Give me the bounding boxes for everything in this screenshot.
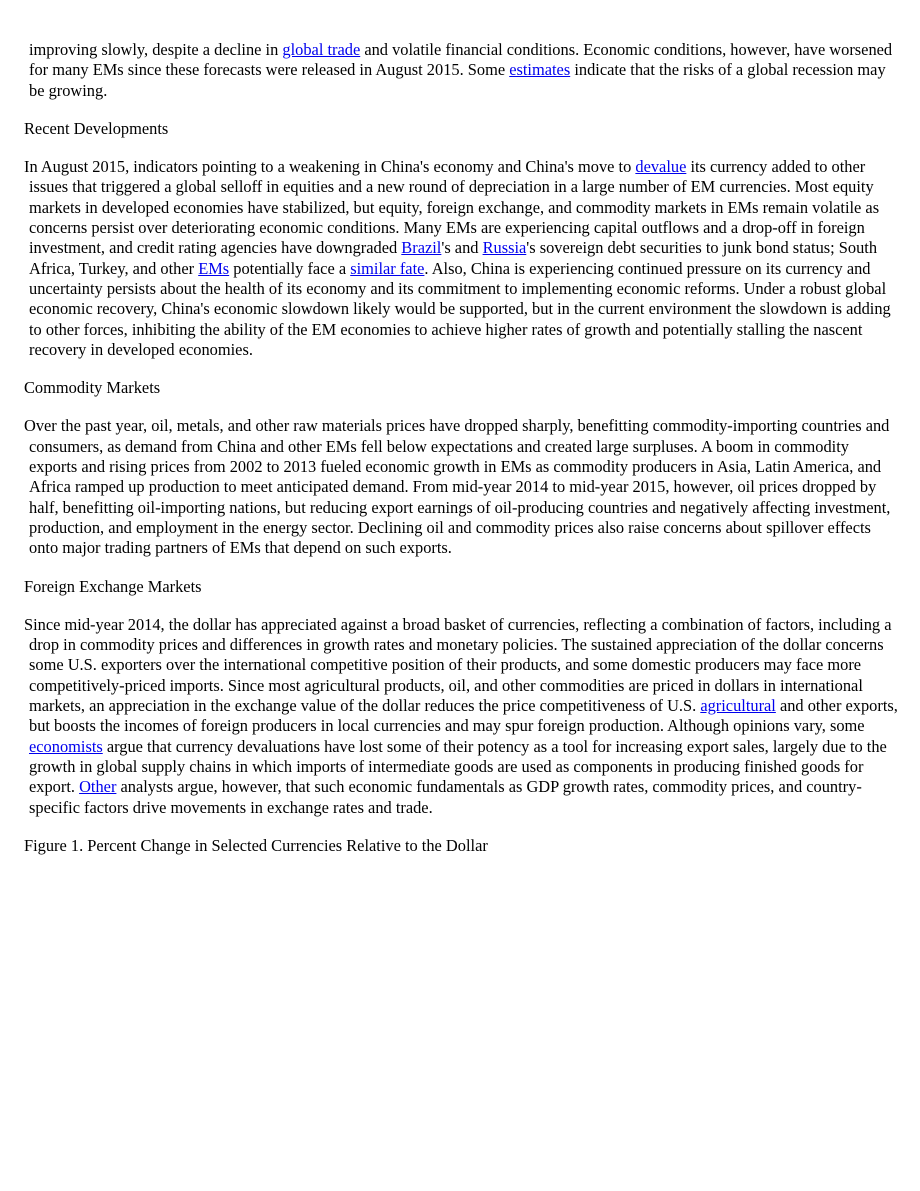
intro-text-2: and volatile financial conditions. Economic conditions, however, have worsened for many EMs since these forecasts were released in August 2015. Some [29,40,893,80]
recent-developments-paragraph [24,157,898,360]
similar-fate-link[interactable]: similar fate [350,258,425,278]
commodity-markets-heading: Commodity Markets [24,378,161,398]
estimates-link[interactable]: estimates [509,60,571,80]
fx-text-4: analysts argue, however, that such economic fundamentals as GDP growth rates, commodity prices, and country-specific factors drive movements in exchange rates and trade. [29,777,862,817]
intro-text-1: improving slowly, despite a decline in [29,40,283,59]
ems-link[interactable]: EMs [198,258,230,278]
brazil-link[interactable]: Brazil [401,238,442,258]
devalue-link[interactable]: devalue [635,157,687,177]
recent-text-6: . Also, China is experiencing continued pressure on its currency and uncertainty persists about the health of its economy and its commitment to implementing economic reforms. Under a robust global economic recovery, China's economic slowdown likely would be supported, but in the current environment the slowdown is adding to other forces, inhibiting the ability of the EM economies to achieve higher rates of growth and potentially stalling the nascent recovery in developed economies. [29,258,891,359]
recent-developments-heading: Recent Developments [24,118,169,138]
global-trade-link[interactable]: global trade [282,40,361,59]
document-body [24,40,898,856]
foreign-exchange-paragraph [24,615,898,818]
fx-text-3: argue that currency devaluations have lost some of their potency as a tool for increasing export sales, largely due to the growth in global supply chains in which imports of intermediate goods are used as components in producing finished goods for export. [29,736,887,797]
intro-text-3: indicate that the risks of a global recession may be growing. [29,60,886,100]
intro-paragraph [24,40,898,101]
recent-text-3: 's and [441,238,483,258]
fx-text-1: Since mid-year 2014, the dollar has appreciated against a broad basket of currencies, reflecting a combination of factors, including a drop in commodity prices and differences in growth rates and monetary policies. The sustained appreciation of the dollar concerns some U.S. exporters over the international competitive position of their products, and some domestic producers may face more competitively-priced imports. Since most agricultural products, oil, and other commodities are priced in dollars in international markets, an appreciation in the exchange value of the dollar reduces the price competitiveness of U.S. [24,614,892,716]
other-link[interactable]: Other [79,777,117,797]
recent-text-4: 's sovereign debt securities to junk bond status; South Africa, Turkey, and other [29,238,878,278]
recent-text-5: potentially face a [229,258,351,278]
figure-caption: Figure 1. Percent Change in Selected Currencies Relative to the Dollar [24,835,488,855]
agricultural-link[interactable]: agricultural [700,696,776,716]
foreign-exchange-heading: Foreign Exchange Markets [24,576,202,596]
recent-text-2: its currency added to other issues that triggered a global selloff in equities and a new round of depreciation in a large number of EM currencies. Most equity markets in developed economies have stabilized, but equity, foreign exchange, and commodity markets in EMs remain volatile as concerns persist over deteriorating economic conditions. Many EMs are experiencing capital outflows and a drop-off in foreign investment, and credit rating agencies have downgraded [29,157,880,258]
recent-text-1: In August 2015, indicators pointing to a weakening in China's economy and China's move to [24,157,636,177]
russia-link[interactable]: Russia [482,238,527,258]
commodity-markets-paragraph: Over the past year, oil, metals, and other raw materials prices have dropped sharply, benefitting commodity-importing countries and consumers, as demand from China and other EMs fell below expectations and created large surpluses. A boom in commodity exports and rising prices from 2002 to 2013 fueled economic growth in EMs as commodity producers in Asia, Latin America, and Africa ramped up production to meet anticipated demand. From mid-year 2014 to mid-year 2015, however, oil prices dropped by half, benefitting oil-importing nations, but reducing export earnings of oil-producing countries and negatively affecting investment, production, and employment in the energy sector. Declining oil and commodity prices also raise concerns about spillover effects onto major trading partners of EMs that depend on such exports. [24,416,891,558]
fx-text-2: and other exports, but boosts the incomes of foreign producers in local currencies and may spur foreign production. Although opinions vary, some [29,696,898,736]
economists-link[interactable]: economists [29,736,103,756]
